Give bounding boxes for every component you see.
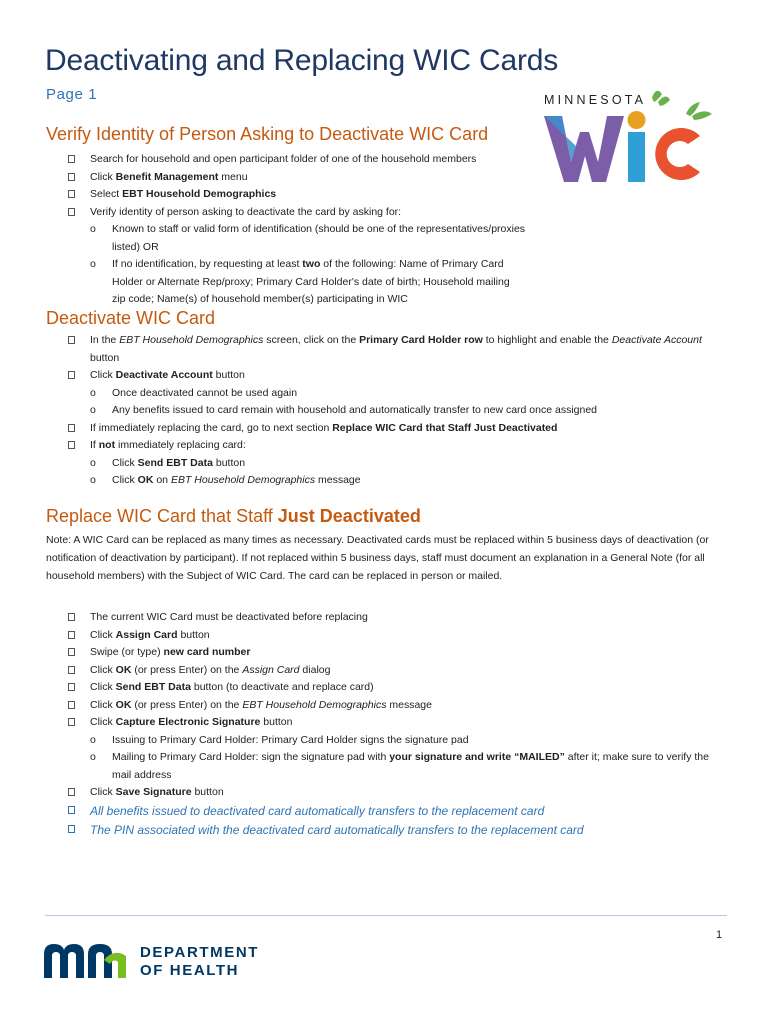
list-item <box>66 609 716 627</box>
text-run: Send EBT Data <box>137 456 213 469</box>
text-run: Known to staff or valid form of identification (should be one of the representatives/proxies listed) OR <box>112 223 526 253</box>
text-run: EBT Household Demographics <box>122 188 277 200</box>
circle-bullet-icon: o <box>90 404 96 416</box>
mdh-m-shape <box>44 944 84 978</box>
circle-bullet-icon: o <box>90 474 96 486</box>
sub-list <box>90 455 716 490</box>
circle-bullet-icon: o <box>90 733 96 746</box>
text-run: Assign Card <box>115 628 178 641</box>
section3-list <box>66 609 716 840</box>
circle-bullet-icon: o <box>90 386 96 399</box>
logo-state-text: MINNESOTA <box>544 93 647 107</box>
text-run: Benefit Management <box>115 170 219 183</box>
list-item <box>66 151 526 169</box>
text-run: Primary Card Holder row <box>359 334 483 346</box>
text-run: Click <box>90 663 116 676</box>
section3-heading-bold: Just Deactivated <box>277 506 421 526</box>
text-run: button (to deactivate and replace card) <box>190 681 374 693</box>
mdh-dept-line2: OF HEALTH <box>140 962 240 979</box>
text-run: The PIN associated with the deactivated card automatically transfers to the replacement card <box>90 822 584 837</box>
text-run: your signature and write “MAILED” <box>389 751 565 763</box>
checkbox-bullet-icon <box>68 666 75 674</box>
text-run: Once deactivated cannot be used again <box>112 386 298 399</box>
sub-list <box>90 732 716 785</box>
footer-divider <box>45 915 727 916</box>
text-run: The current WIC Card must be deactivated before replacing <box>90 611 368 623</box>
checkbox-bullet-icon <box>68 806 75 814</box>
text-run: Deactivate Account <box>115 369 213 381</box>
text-run: message <box>315 474 361 486</box>
text-run: Click <box>112 474 138 486</box>
list-item <box>66 644 716 662</box>
text-run: of the following: Name of Primary Card Holder or Alternate Rep/proxy; Primary Card Holder's date of birth; Household mailing zip code; Name(s) of household member(s) participating in WIC <box>112 258 510 305</box>
text-run: OK <box>115 698 132 711</box>
mdh-logo <box>44 938 294 989</box>
checkbox-bullet-icon <box>68 701 75 709</box>
logo-c-shape <box>655 128 700 180</box>
list-item <box>66 784 716 802</box>
text-run: button <box>212 369 245 381</box>
checkbox-bullet-icon <box>68 424 75 432</box>
list-item <box>66 169 526 187</box>
text-run: two <box>302 258 321 270</box>
text-run: screen, click on the <box>263 334 360 346</box>
text-run: button <box>90 351 120 364</box>
text-run: OK <box>115 663 132 676</box>
checkbox-bullet-icon <box>68 788 75 796</box>
circle-bullet-icon: o <box>90 751 96 763</box>
text-run: EBT Household Demographics <box>242 698 387 711</box>
text-run: Click <box>112 456 138 469</box>
sub-list <box>90 221 526 309</box>
checkbox-bullet-icon <box>68 190 75 198</box>
text-run: button <box>260 716 293 728</box>
text-run: OK <box>137 474 154 486</box>
text-run: Deactivate Account <box>611 334 702 346</box>
checkbox-bullet-icon <box>68 371 75 379</box>
checkbox-bullet-icon <box>68 825 75 833</box>
checkbox-bullet-icon <box>68 648 75 656</box>
sub-list-item <box>66 221 526 256</box>
checkbox-bullet-icon <box>68 683 75 691</box>
text-run: Save Signature <box>115 786 192 798</box>
document-title: Deactivating and Replacing WIC Cards <box>45 44 559 77</box>
text-run: Issuing to Primary Card Holder: Primary Card Holder signs the signature pad <box>112 733 469 746</box>
text-run: Swipe (or type) <box>90 646 164 658</box>
text-run: Replace WIC Card that Staff Just Deactivated <box>332 421 558 434</box>
page-number: 1 <box>716 929 723 941</box>
text-run: Click <box>90 716 116 728</box>
checkbox-bullet-icon <box>68 441 75 449</box>
text-run: not <box>98 439 116 451</box>
checkbox-bullet-icon <box>68 208 75 216</box>
text-run: EBT Household Demographics <box>170 474 316 486</box>
text-run: after it; make sure to verify the mail address <box>112 751 709 781</box>
text-run: All benefits issued to deactivated card automatically transfers to the replacement card <box>90 803 545 818</box>
list-item <box>66 802 716 821</box>
list-item <box>66 186 526 204</box>
text-run: Verify identity of person asking to deactivate the card by asking for: <box>90 205 402 218</box>
text-run: new card number <box>163 646 251 658</box>
list-item <box>66 420 716 438</box>
sub-list-item <box>66 385 716 403</box>
text-run: Send EBT Data <box>115 681 191 693</box>
text-run: button <box>177 628 210 641</box>
text-run: Click <box>90 628 116 641</box>
text-run: Capture Electronic Signature <box>115 716 261 728</box>
sub-list-item <box>66 402 716 420</box>
text-run: Any benefits issued to card remain with household and automatically transfer to new card once assigned <box>112 404 598 416</box>
checkbox-bullet-icon <box>68 155 75 163</box>
section2-heading: Deactivate WIC Card <box>46 308 216 328</box>
text-run: Click <box>90 698 116 711</box>
circle-bullet-icon: o <box>90 223 96 235</box>
list-item <box>66 662 716 680</box>
sub-list-item <box>66 455 716 473</box>
text-run: Mailing to Primary Card Holder: sign the signature pad with <box>112 751 390 763</box>
section3-note: Note: A WIC Card can be replaced as many times as necessary. Deactivated cards must be replaced within 5 business days of deactivation (or notification of deactivation by participant). If not replaced within 5 business days, staff must document an explanation in a General Note (for all household members) with the Subject of WIC Card. The card can be replaced in person or mailed. <box>46 534 709 582</box>
section1-heading: Verify Identity of Person Asking to Deactivate WIC Card <box>46 124 489 144</box>
list-item <box>66 367 716 420</box>
circle-bullet-icon: o <box>90 258 96 270</box>
text-run: Select <box>90 188 123 200</box>
section1-list <box>66 151 526 309</box>
text-run: to highlight and enable the <box>482 334 612 346</box>
checkbox-bullet-icon <box>68 718 75 726</box>
section2-list <box>66 332 716 490</box>
section3-heading-plain: Replace WIC Card that Staff <box>46 506 278 526</box>
checkbox-bullet-icon <box>68 173 75 181</box>
list-item <box>66 679 716 697</box>
mdh-dept-line1: DEPARTMENT <box>140 944 260 961</box>
text-run: Click <box>90 369 116 381</box>
circle-bullet-icon: o <box>90 456 96 469</box>
text-run: Search for household and open participant folder of one of the household members <box>90 153 477 165</box>
text-run: Click <box>90 170 116 183</box>
text-run: on <box>153 474 171 486</box>
text-run: If immediately replacing the card, go to next section <box>90 421 333 434</box>
list-item <box>66 697 716 715</box>
logo-i-shape <box>628 132 645 182</box>
text-run: If <box>90 439 99 451</box>
wic-logo <box>540 80 730 195</box>
text-run: Click <box>90 681 116 693</box>
text-run: immediately replacing card: <box>115 439 246 451</box>
checkbox-bullet-icon <box>68 613 75 621</box>
list-item <box>66 714 716 784</box>
text-run: (or press Enter) on the <box>131 663 243 676</box>
list-item <box>66 332 716 367</box>
list-item <box>66 627 716 645</box>
checkbox-bullet-icon <box>68 336 75 344</box>
sub-list-item <box>66 732 716 750</box>
sub-list-item <box>66 472 716 490</box>
sub-list <box>90 385 716 420</box>
section3-heading <box>46 506 421 527</box>
text-run: menu <box>218 170 248 183</box>
sub-list-item <box>66 256 526 309</box>
list-item <box>66 437 716 490</box>
text-run: In the <box>90 334 120 346</box>
text-run: (or press Enter) on the <box>131 698 243 711</box>
sub-list-item <box>66 749 716 784</box>
text-run: If no identification, by requesting at least <box>112 258 303 270</box>
text-run: EBT Household Demographics <box>119 334 264 346</box>
text-run: message <box>386 698 432 711</box>
list-item <box>66 204 526 309</box>
text-run: Click <box>90 786 116 798</box>
text-run: button <box>212 456 246 469</box>
checkbox-bullet-icon <box>68 631 75 639</box>
text-run: dialog <box>299 663 331 676</box>
document-subtitle: Page 1 <box>46 86 98 103</box>
list-item <box>66 821 716 840</box>
text-run: Assign Card <box>242 663 300 676</box>
text-run: button <box>191 786 224 798</box>
